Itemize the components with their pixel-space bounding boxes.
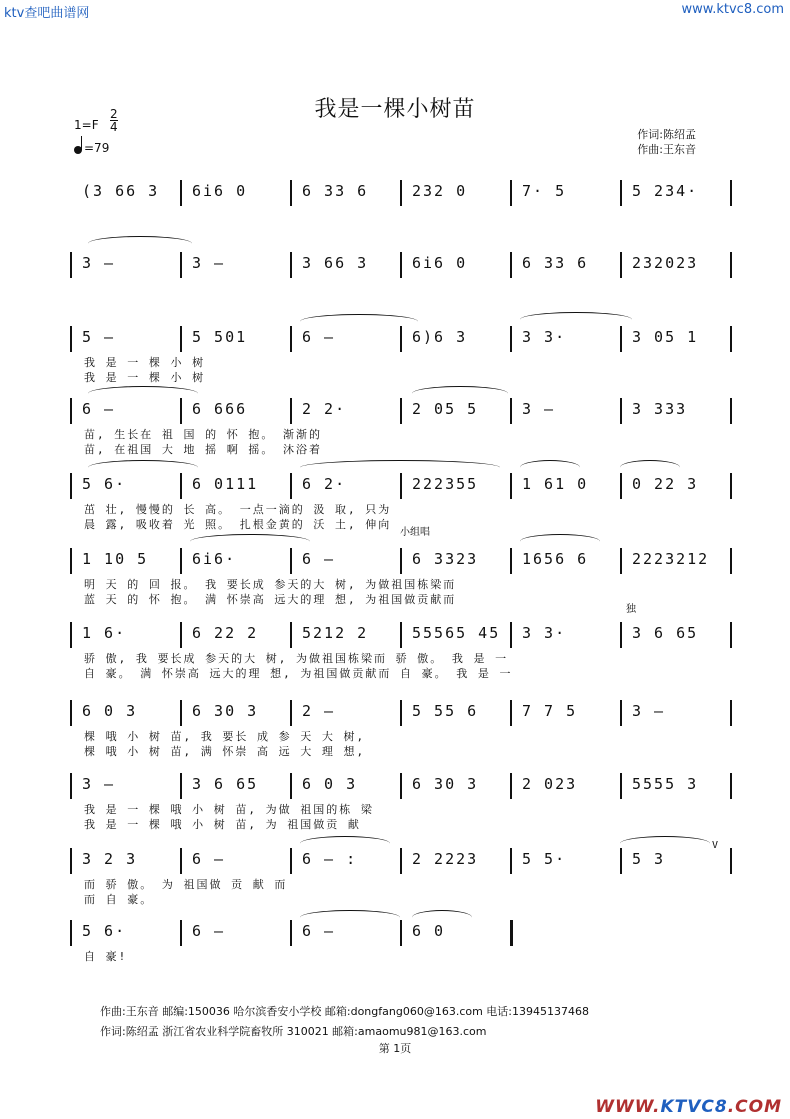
performance-note: V [712, 840, 719, 851]
score-row [0, 700, 790, 758]
tempo-value: =79 [84, 141, 110, 155]
measure: 3 3· [522, 624, 567, 642]
bar-line [510, 622, 512, 648]
score-row [0, 548, 790, 615]
measure: 6 0 3 [302, 775, 358, 793]
slur-mark [300, 460, 500, 475]
measure: 5 55 6 [412, 702, 479, 720]
bar-line [730, 848, 732, 874]
measure: 2 2· [302, 400, 347, 418]
lyric-line: 骄 傲, 我 要长成 参天的大 树, 为做祖国栋梁而 骄 傲。 我 是 一 [84, 652, 509, 665]
bar-line [180, 773, 182, 799]
lyric-line: 晨 露, 吸收着 光 照。 扎根金黄的 沃 土, 伸向 [84, 518, 392, 531]
bar-line [620, 773, 622, 799]
site-url-right[interactable]: www.ktvc8.com [681, 2, 784, 17]
measure: 1 6· [82, 624, 127, 642]
measure: 2 — [302, 702, 336, 720]
measure: 6 0111 [192, 475, 259, 493]
bar-line [70, 700, 72, 726]
score-row [0, 180, 790, 202]
measure: 6 — [302, 550, 336, 568]
page-number: 第 1页 [378, 1042, 412, 1055]
measure: 55565 45 [412, 624, 501, 642]
bar-line [730, 326, 732, 352]
lyric-line: 我 是 一 棵 小 树 [84, 371, 206, 384]
measure: 6 — : [302, 850, 358, 868]
measure: 6 — [192, 922, 226, 940]
bar-line [400, 398, 402, 424]
measure: 6)6 3 [412, 328, 468, 346]
bar-line [70, 622, 72, 648]
measure: 3 6 65 [632, 624, 699, 642]
bar-line [290, 252, 292, 278]
lyric-line: 我 是 一 棵 哦 小 树 苗, 为 祖国做贡 献 [84, 818, 361, 831]
measure: 0 22 3 [632, 475, 699, 493]
bar-line [290, 326, 292, 352]
watermark-prefix: WWW. [595, 1097, 661, 1117]
measure: 3 — [522, 400, 556, 418]
measure: 6 30 3 [192, 702, 259, 720]
measure: 3 — [82, 254, 116, 272]
bar-line [70, 848, 72, 874]
lyric-line: 我 是 一 棵 哦 小 树 苗, 为做 祖国的栋 梁 [84, 803, 374, 816]
bar-line [510, 920, 513, 946]
measure: 6i6· [192, 550, 237, 568]
bar-line [400, 252, 402, 278]
bar-line [730, 622, 732, 648]
slur-mark [620, 460, 680, 475]
bar-line [510, 180, 512, 206]
measure: 7· 5 [522, 182, 567, 200]
bar-line [620, 398, 622, 424]
lyric-line: 我 是 一 棵 小 树 [84, 356, 206, 369]
bar-line [290, 548, 292, 574]
bar-line [290, 473, 292, 499]
bar-line [510, 848, 512, 874]
bar-line [290, 180, 292, 206]
bar-line [620, 180, 622, 206]
slur-mark [620, 836, 710, 851]
footer-composer-contact: 作曲:王东音 邮编:150036 哈尔滨香安小学校 邮箱:dongfang060@163.com 电话:13945137468 [100, 1005, 589, 1018]
measure: 5 501 [192, 328, 248, 346]
slur-mark [300, 836, 390, 851]
bar-line [70, 326, 72, 352]
bar-line [730, 773, 732, 799]
bar-line [510, 326, 512, 352]
bar-line [180, 252, 182, 278]
bar-line [70, 473, 72, 499]
lyric-line: 而 骄 傲。 为 祖国做 贡 献 而 [84, 878, 288, 891]
bar-line [510, 398, 512, 424]
bar-line [620, 548, 622, 574]
measure: 3 3· [522, 328, 567, 346]
time-top: 2 [110, 107, 118, 121]
slur-mark [88, 386, 198, 401]
measure: 1 61 0 [522, 475, 589, 493]
bar-line [730, 548, 732, 574]
measure: 3 333 [632, 400, 688, 418]
measure: 2 2223 [412, 850, 479, 868]
bar-line [400, 848, 402, 874]
bar-line [620, 622, 622, 648]
bar-line [510, 700, 512, 726]
measure: 6i6 0 [412, 254, 468, 272]
measure: 6i6 0 [192, 182, 248, 200]
bar-line [70, 773, 72, 799]
bar-line [620, 848, 622, 874]
lyric-line: 茁 壮, 慢慢的 长 高。 一点一滴的 汲 取, 只为 [84, 503, 392, 516]
bar-line [290, 622, 292, 648]
bar-line [620, 326, 622, 352]
tempo-marking [74, 141, 109, 155]
bar-line [730, 700, 732, 726]
measure: (3 66 3 [82, 182, 160, 200]
bar-line [400, 548, 402, 574]
bar-line [290, 700, 292, 726]
bar-line [400, 180, 402, 206]
time-bottom: 4 [110, 120, 118, 134]
measure: 6 33 6 [522, 254, 589, 272]
measure: 5 5· [522, 850, 567, 868]
slur-mark [88, 460, 198, 475]
measure: 232 0 [412, 182, 468, 200]
watermark-brand: KTVC8 [660, 1097, 728, 1117]
score-row [0, 840, 790, 906]
lyric-line: 而 自 豪。 [84, 893, 154, 906]
lyric-line: 棵 哦 小 树 苗, 我 要长 成 参 天 大 树, [84, 730, 366, 743]
bar-line [290, 848, 292, 874]
slur-mark [520, 312, 632, 327]
measure: 2223212 [632, 550, 710, 568]
watermark [595, 1097, 782, 1117]
measure: 3 66 3 [302, 254, 369, 272]
bar-line [510, 473, 512, 499]
measure: 2 05 5 [412, 400, 479, 418]
score-row [0, 622, 790, 680]
bar-line [730, 180, 732, 206]
slur-mark [520, 460, 580, 475]
bar-line [620, 252, 622, 278]
score-row [0, 473, 790, 538]
key-signature: 1=F [74, 118, 99, 132]
lyric-line: 棵 哦 小 树 苗, 满 怀崇 高 远 大 理 想, [84, 745, 366, 758]
bar-line [400, 773, 402, 799]
bar-line [180, 848, 182, 874]
lyric-line: 自 豪。 满 怀崇高 远大的理 想, 为祖国做贡献而 自 豪。 我 是 一 [84, 667, 513, 680]
performance-note: 独 [626, 604, 636, 615]
lyricist-credit: 作词:陈绍孟 [637, 128, 696, 141]
composer-credit: 作曲:王东音 [637, 143, 696, 156]
score-row [0, 773, 790, 831]
measure: 6 30 3 [412, 775, 479, 793]
performance-note: 小组唱 [400, 527, 430, 538]
measure: 6 — [302, 328, 336, 346]
bar-line [180, 920, 182, 946]
slur-mark [520, 534, 600, 549]
bar-line [180, 398, 182, 424]
measure: 3 — [192, 254, 226, 272]
measure: 6 2· [302, 475, 347, 493]
lyric-line: 苗, 生长在 祖 国 的 怀 抱。 渐渐的 [84, 428, 322, 441]
bar-line [290, 773, 292, 799]
bar-line [730, 252, 732, 278]
measure: 1 10 5 [82, 550, 149, 568]
slur-mark [412, 386, 508, 401]
measure: 3 — [82, 775, 116, 793]
measure: 5 3 [632, 850, 666, 868]
slur-mark [190, 534, 310, 549]
measure: 6 0 3 [82, 702, 138, 720]
measure: 3 6 65 [192, 775, 259, 793]
bar-line [730, 398, 732, 424]
bar-line [180, 700, 182, 726]
measure: 5 6· [82, 922, 127, 940]
measure: 3 2 3 [82, 850, 138, 868]
bar-line [400, 622, 402, 648]
bar-line [400, 326, 402, 352]
time-signature [110, 108, 118, 133]
bar-line [400, 920, 402, 946]
slur-mark [300, 314, 418, 329]
slur-mark [412, 910, 472, 925]
quarter-note-icon [74, 146, 82, 154]
bar-line [730, 473, 732, 499]
bar-line [510, 548, 512, 574]
bar-line [70, 548, 72, 574]
watermark-suffix: .COM [727, 1097, 782, 1117]
bar-line [180, 473, 182, 499]
measure: 5 — [82, 328, 116, 346]
lyric-line: 苗, 在祖国 大 地 摇 啊 摇。 沐浴着 [84, 443, 322, 456]
bar-line [70, 398, 72, 424]
site-name-left[interactable]: ktv查吧曲谱网 [4, 6, 90, 21]
song-title: 我是一棵小树苗 [314, 97, 476, 122]
measure: 1656 6 [522, 550, 589, 568]
bar-line [510, 252, 512, 278]
footer-lyricist-contact: 作词:陈绍孟 浙江省农业科学院畜牧所 310021 邮箱:amaomu981@163.com [100, 1025, 487, 1038]
measure: 232023 [632, 254, 699, 272]
lyric-line: 自 豪! [84, 950, 128, 963]
measure: 6 666 [192, 400, 248, 418]
measure: 6 0 [412, 922, 446, 940]
measure: 7 7 5 [522, 702, 578, 720]
bar-line [180, 548, 182, 574]
bar-line [70, 252, 72, 278]
measure: 6 — [82, 400, 116, 418]
measure: 3 — [632, 702, 666, 720]
measure: 2 023 [522, 775, 578, 793]
measure: 6 33 6 [302, 182, 369, 200]
bar-line [180, 622, 182, 648]
lyric-line: 蓝 天 的 怀 抱。 满 怀崇高 远大的理 想, 为祖国做贡献而 [84, 593, 457, 606]
bar-line [400, 473, 402, 499]
bar-line [70, 920, 72, 946]
measure: 6 — [302, 922, 336, 940]
bar-line [290, 398, 292, 424]
bar-line [510, 773, 512, 799]
score-row [0, 326, 790, 384]
bar-line [290, 920, 292, 946]
measure: 6 — [192, 850, 226, 868]
bar-line [620, 473, 622, 499]
measure: 222355 [412, 475, 479, 493]
measure: 5 6· [82, 475, 127, 493]
bar-line [400, 700, 402, 726]
lyric-line: 明 天 的 回 报。 我 要长成 参天的大 树, 为做祖国栋梁而 [84, 578, 457, 591]
bar-line [620, 700, 622, 726]
score-row [0, 252, 790, 274]
measure: 3 05 1 [632, 328, 699, 346]
measure: 5555 3 [632, 775, 699, 793]
measure: 5212 2 [302, 624, 369, 642]
bar-line [180, 326, 182, 352]
measure: 6 3323 [412, 550, 479, 568]
measure: 5 234· [632, 182, 699, 200]
bar-line [180, 180, 182, 206]
slur-mark [88, 236, 192, 251]
score-row [0, 398, 790, 456]
measure: 6 22 2 [192, 624, 259, 642]
slur-mark [300, 910, 400, 925]
